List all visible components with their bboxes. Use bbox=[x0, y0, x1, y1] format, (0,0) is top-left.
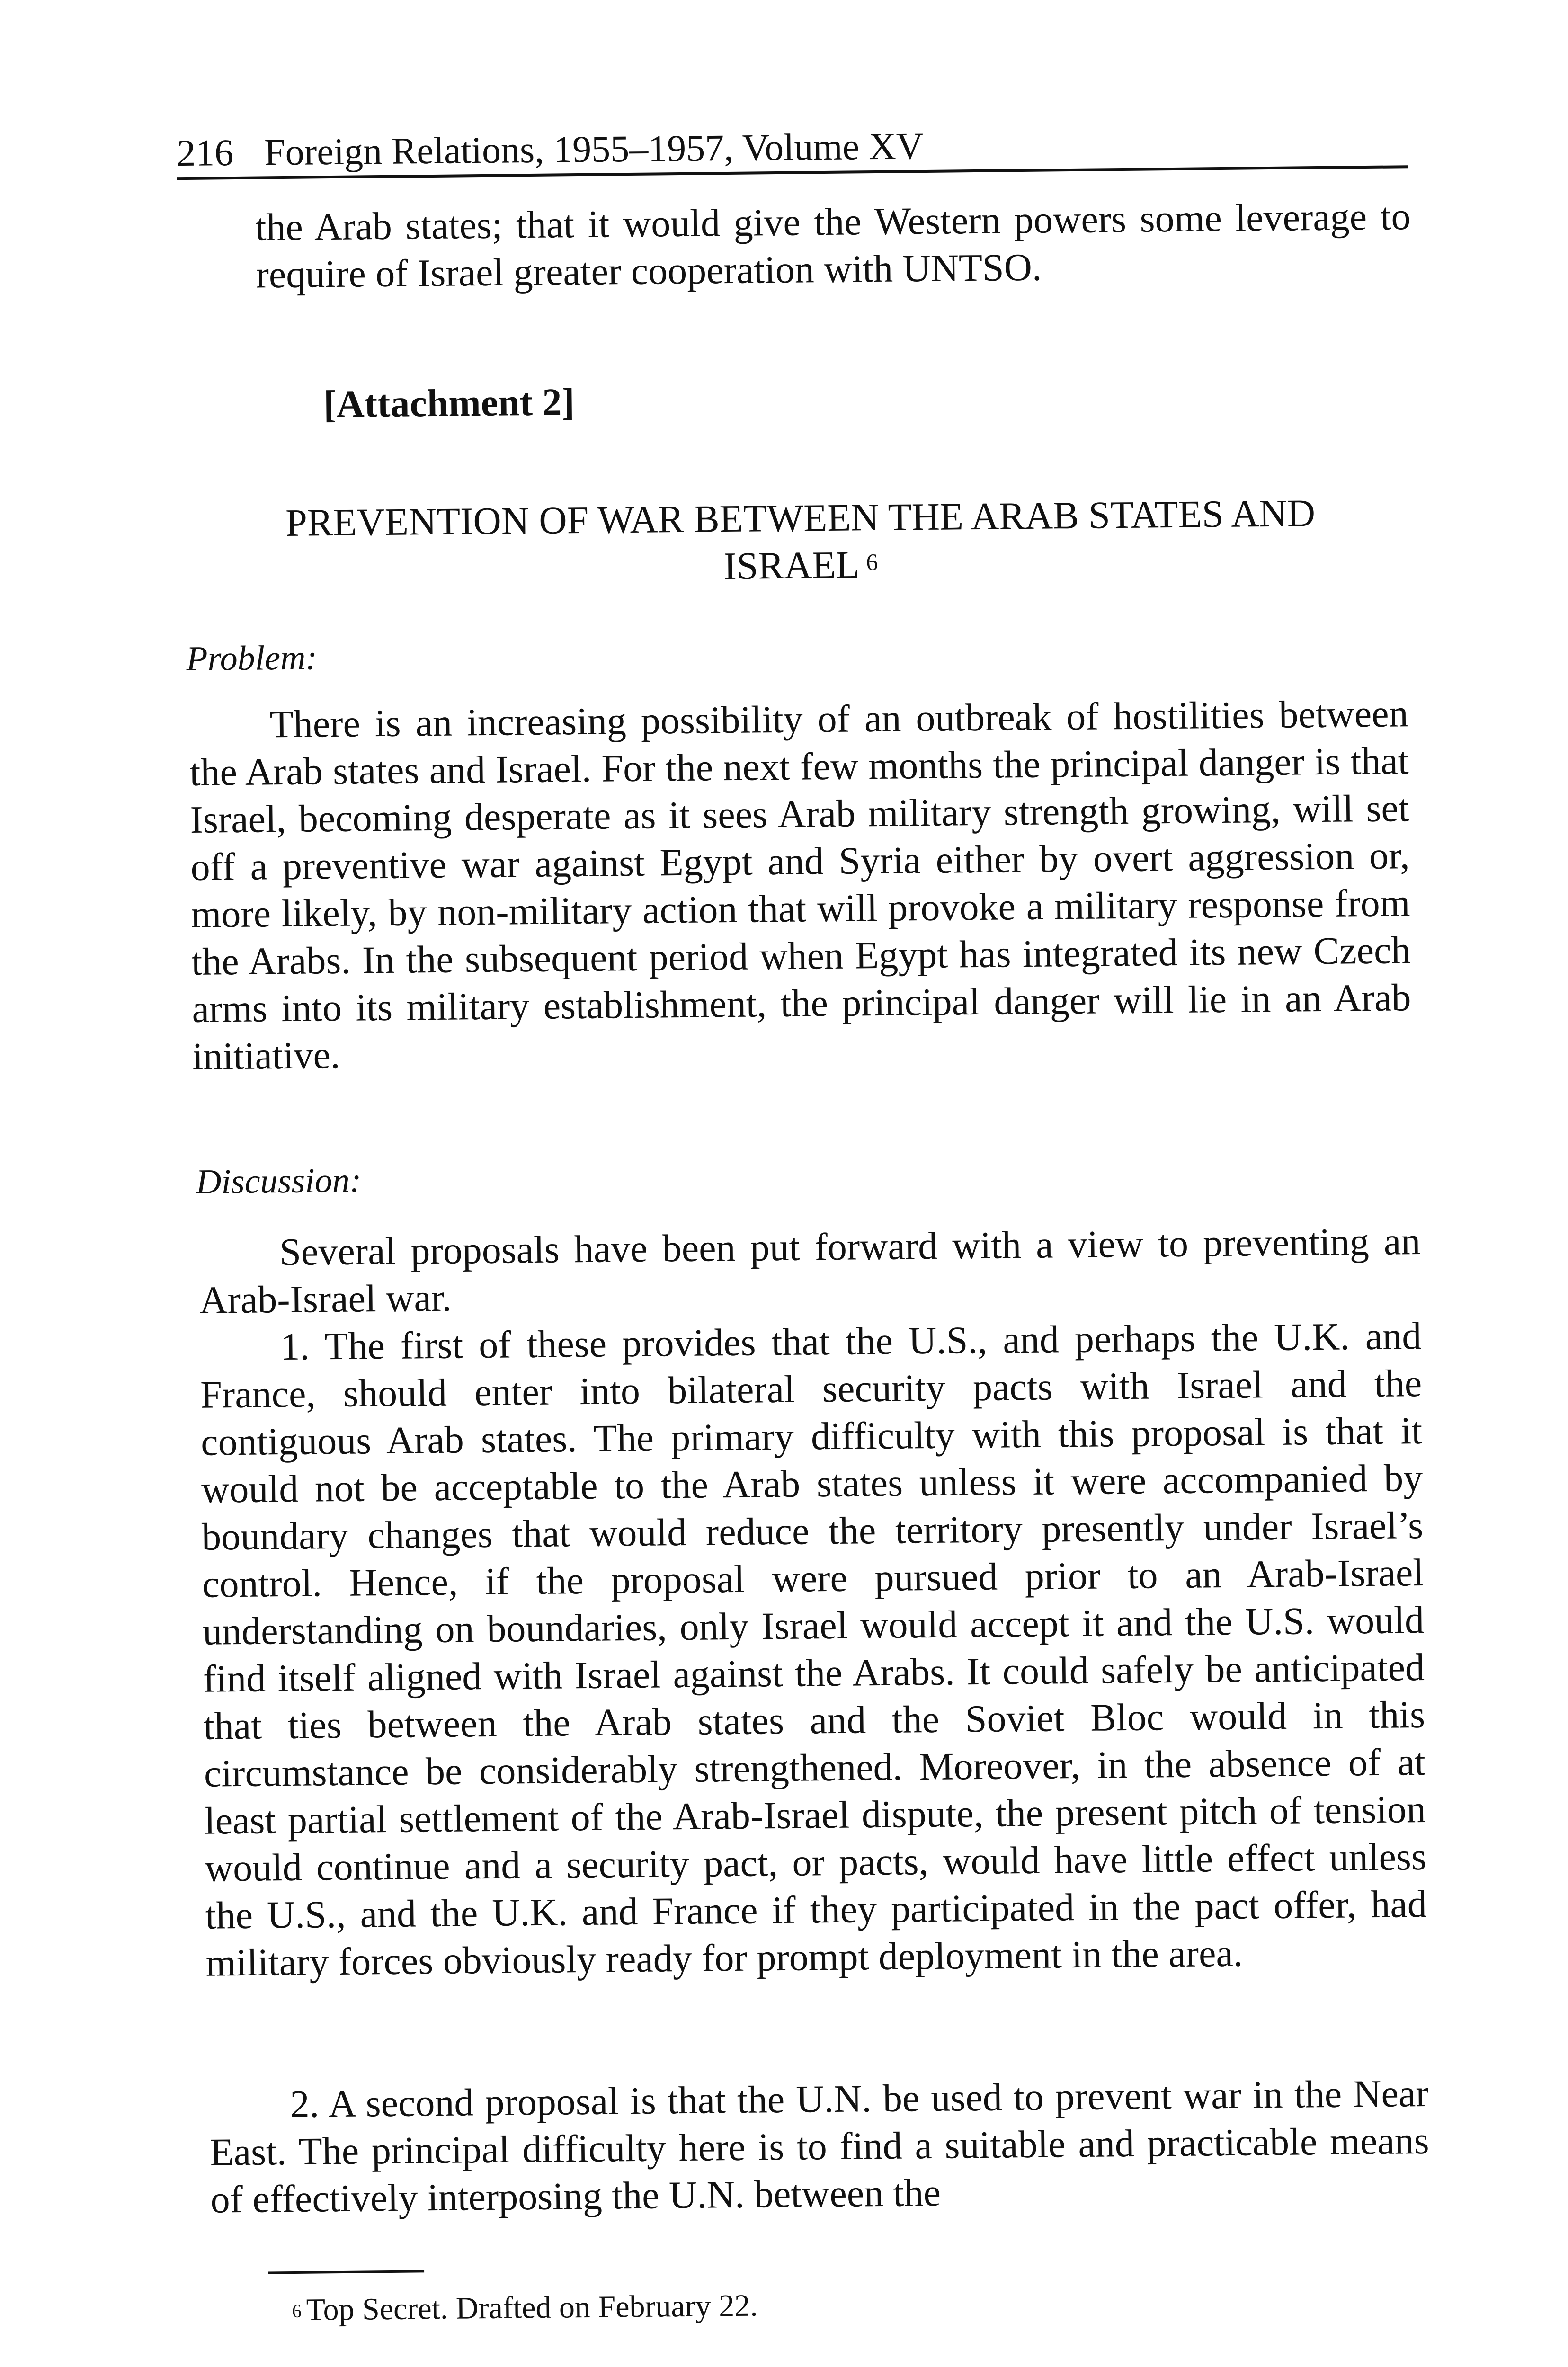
problem-text: There is an increasing possibility of an outbreak of hostilities between the Arab states and Israel. For the next few months the principal danger is that Israel, becoming desperate as it sees Arab military strength growing, will set off a preventive war against Egypt and Syria either by overt aggression or, more likely, by non-military action that will provoke a military response from the Arabs. In the subsequent period when Egypt has integrated its new Czech arms into its military establishment, the principal danger will lie in an Arab initiative. bbox=[189, 692, 1411, 1078]
title-line-2: ISRAEL bbox=[723, 543, 860, 588]
problem-paragraph bbox=[189, 690, 1412, 1080]
footnote-text: Top Secret. Drafted on February 22. bbox=[306, 2288, 758, 2327]
discussion-text-1: 1. The first of these provides that the U.S., and perhaps the U.K. and France, should enter into bilateral security pacts with Israel and the contiguous Arab states. The primary difficulty with this proposal is that it would not be acceptable to the Arab states unless it were accompanied by boundary changes that would reduce the territory presently under Israel’s control. Hence, if the proposal were pursued prior to an Arab-Israel understanding on boundaries, only Israel would accept it and the U.S. would find itself aligned with Israel against the Arabs. It could safely be anticipated that ties between the Arab states and the Soviet Bloc would in this circumstance be considerably strengthened. Moreover, in the absence of at least partial settlement of the Arab-Israel dispute, the present pitch of tension would continue and a security pact, or pacts, would have little effect unless the U.S., and the U.K. and France if they participated in the pact offer, had military forces obviously ready for prompt deployment in the area. bbox=[200, 1314, 1427, 1984]
footnote-divider bbox=[268, 2270, 424, 2274]
problem-heading: Problem: bbox=[186, 638, 318, 679]
page-number: 216 bbox=[176, 132, 234, 175]
discussion-heading: Discussion: bbox=[196, 1161, 362, 1201]
continuation-paragraph: the Arab states; that it would give the Western powers some leverage to require of Israel greater cooperation with UNTSO. bbox=[255, 195, 1411, 296]
running-title: Foreign Relations, 1955–1957, Volume XV bbox=[264, 125, 924, 174]
running-header bbox=[177, 118, 1408, 180]
footnote bbox=[292, 2285, 758, 2331]
discussion-text-intro: Several proposals have been put forward with a view to preventing an Arab-Israel war. bbox=[199, 1219, 1421, 1322]
discussion-paragraph-2 bbox=[209, 2070, 1430, 2224]
footnote-number: 6 bbox=[292, 2300, 302, 2322]
discussion-text-2: 2. A second proposal is that the U.N. be used to prevent war in the Near East. The principal difficulty here is to find a suitable and practicable means of effectively interposing the U.N. between the bbox=[210, 2071, 1429, 2221]
discussion-paragraph-1 bbox=[200, 1312, 1427, 1987]
title-line-1: PREVENTION OF WAR BETWEEN THE ARAB STATES AND bbox=[285, 491, 1316, 544]
attachment-label: [Attachment 2] bbox=[323, 380, 575, 426]
document-title bbox=[196, 489, 1405, 595]
discussion-paragraph-intro bbox=[199, 1218, 1421, 1324]
title-footnote-ref: 6 bbox=[866, 548, 878, 576]
